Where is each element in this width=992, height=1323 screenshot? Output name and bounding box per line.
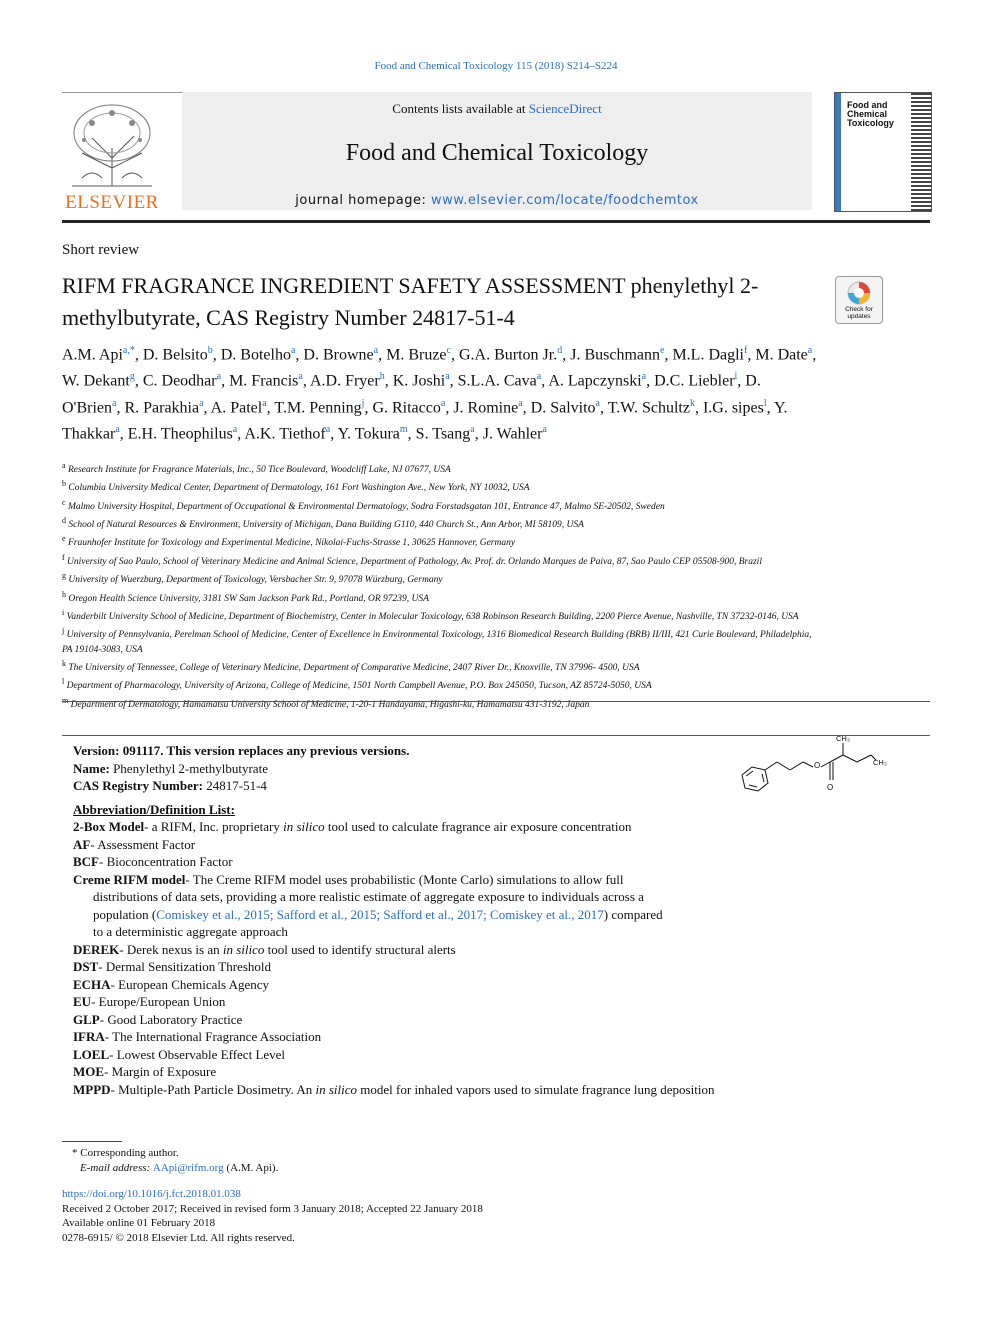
author-name[interactable]: E.H. Theophilus [127, 425, 233, 443]
abbreviation-item: MOE- Margin of Exposure [73, 1064, 217, 1079]
divider-affiliations [62, 701, 930, 702]
homepage-prefix: journal homepage: [295, 193, 431, 208]
article-body [73, 742, 813, 1098]
affiliation-text: Department of Dermatology, Hamamatsu University School of Medicine, 1-20-1 Handayama, Higashi-ku, Hamamatsu 431-3192, Japan [68, 699, 590, 710]
abbreviation-item: GLP- Good Laboratory Practice [73, 1011, 243, 1027]
affiliation-label: m [62, 695, 69, 705]
affiliation-label: a [62, 461, 66, 470]
affiliation-label: c [62, 497, 66, 507]
author-affiliation-marker[interactable]: a [518, 397, 523, 409]
author-affiliation-marker[interactable]: a [216, 371, 222, 383]
version-line [73, 742, 813, 760]
author-name[interactable]: D. Salvito [530, 398, 596, 416]
affiliation-item [62, 624, 822, 657]
footnote-rule [62, 1141, 122, 1142]
affiliation-label: l [62, 677, 65, 687]
abbreviation-item-creme: Creme RIFM model- The Creme RIFM model uses probabilistic (Monte Carlo) simulations to allow full [73, 871, 624, 887]
cas-value: 24817-51-4 [206, 778, 267, 793]
check-for-updates-badge[interactable] [835, 276, 883, 324]
author-name[interactable]: A.M. Api [62, 346, 123, 364]
author-affiliation-marker[interactable]: m [399, 423, 408, 435]
abbreviation-term: EU [73, 994, 92, 1009]
email-label: E-mail address: [80, 1162, 153, 1174]
affiliation-text: The University of Tennessee, College of Veterinary Medicine, Department of Comparative Medicine, 2407 River Dr., Knoxville, TN 37996- 4500, USA [66, 662, 640, 673]
author-affiliation-marker[interactable]: a [199, 397, 204, 409]
author-affiliation-marker[interactable]: a [373, 345, 379, 356]
affiliation-item [62, 569, 822, 587]
affiliation-text: Fraunhofer Institute for Toxicology and Experimental Medicine, Nikolai-Fuchs-Strasse 1, 30625 Hannover, Germany [65, 538, 516, 549]
abbreviation-item: BCF- Bioconcentration Factor [73, 854, 233, 869]
creme-continuation: distributions of data sets, providing a more realistic estimate of aggregate exposure to individuals across a [93, 889, 644, 904]
crossmark-label: Check for updates [845, 306, 873, 320]
abbreviation-item: EU- Europe/European Union [73, 994, 226, 1009]
author-name[interactable]: C. Deodhar [142, 372, 217, 390]
received-dates: Received 2 October 2017; Received in revised form 3 January 2018; Accepted 22 January 2018 [62, 1202, 483, 1215]
author-affiliation-marker[interactable]: a [595, 397, 600, 409]
author-name[interactable]: T.M. Penning [274, 398, 362, 416]
author-affiliation-marker[interactable]: g [129, 371, 135, 383]
affiliation-list [62, 459, 822, 712]
author-name[interactable]: J. Romine [453, 398, 519, 416]
author-name[interactable]: S. Tsang [415, 425, 471, 443]
doi-link[interactable]: https://doi.org/10.1016/j.fct.2018.01.038 [62, 1188, 241, 1200]
author-name[interactable]: M. Francis [229, 372, 299, 390]
author-affiliation-marker[interactable]: a [262, 397, 267, 409]
author-name[interactable]: S.L.A. Cava [457, 372, 537, 390]
affiliation-label: i [62, 607, 65, 617]
author-affiliation-marker[interactable]: a,* [122, 345, 135, 356]
author-affiliation-marker[interactable]: a [232, 423, 238, 435]
creme-continuation: population (Comiskey et al., 2015; Safford et al., 2015; Safford et al., 2017; Comiskey et al., 2017) compared [93, 906, 663, 922]
author-name[interactable]: A.K. Tiethof [244, 425, 326, 443]
molecule-ch3-right: CH₃ [873, 758, 887, 767]
contents-prefix: Contents lists available at [392, 101, 529, 116]
author-affiliation-marker[interactable]: a [470, 423, 475, 435]
journal-homepage [182, 193, 812, 208]
publication-info [62, 1187, 483, 1245]
affiliation-item [62, 694, 822, 712]
contents-line [182, 101, 812, 117]
affiliation-label: j [62, 626, 65, 636]
affiliation-label: g [62, 571, 66, 581]
molecule-ester-oxygen: O [814, 761, 821, 770]
author-affiliation-marker[interactable]: i [734, 371, 738, 383]
author-affiliation-marker[interactable]: e [660, 345, 665, 356]
abbreviation-term: BCF [73, 854, 99, 869]
author-name[interactable]: A. Lapczynski [548, 372, 642, 390]
author-name[interactable]: D. O'Brien [62, 372, 761, 416]
author-affiliation-marker[interactable]: a [445, 371, 450, 383]
author-name[interactable]: W. Dekant [62, 372, 130, 390]
abbreviation-term: DEREK [73, 941, 120, 957]
affiliation-text: Research Institute for Fragrance Materials, Inc., 50 Tice Boulevard, Woodcliff Lake, NJ 07677, USA [65, 465, 451, 476]
author-name[interactable]: M. Bruze [386, 346, 447, 364]
divider-body [62, 735, 930, 736]
affiliation-item [62, 606, 822, 624]
abbreviation-term: MPPD [73, 1081, 111, 1097]
elsevier-logo [62, 98, 162, 213]
affiliation-text: University of Pennsylvania, Perelman School of Medicine, Center of Excellence in Environmental Toxicology, 1316 Biomedical Research Building (BRB) II/III, 421 Curie Boulevard, Philadelphia, PA 19104-3083, USA [62, 630, 812, 655]
footnotes [62, 1146, 278, 1176]
molecule-carbonyl-oxygen: O [827, 783, 834, 792]
name-label: Name: [73, 760, 110, 776]
affiliation-text: Oregon Health Science University, 3181 SW Sam Jackson Park Rd., Portland, OR 97239, USA [66, 593, 429, 604]
email-link[interactable]: AApi@rifm.org [152, 1162, 224, 1174]
publisher-name: ELSEVIER [65, 192, 159, 213]
name-value: Phenylethyl 2-methylbutyrate [113, 760, 268, 776]
abbreviation-list [73, 818, 813, 1098]
affiliation-item [62, 551, 822, 569]
abbreviation-item: DST- Dermal Sensitization Threshold [73, 959, 271, 974]
affiliation-item [62, 477, 822, 495]
abbreviation-item: LOEL- Lowest Observable Effect Level [73, 1046, 286, 1062]
author-affiliation-marker[interactable]: a [536, 371, 542, 383]
abbreviation-term: AF [73, 836, 91, 852]
cas-line [73, 777, 813, 795]
affiliation-text: Department of Pharmacology, University of Arizona, College of Medicine, 1501 North Campbell Avenue, P.O. Box 245050, Tucson, AZ 85724-5050, USA [64, 681, 652, 692]
affiliation-label: f [62, 552, 65, 562]
affiliation-text: School of Natural Resources & Environment, University of Michigan, Dana Building G110, 440 Church St., Ann Arbor, MI 58109, USA [66, 520, 584, 531]
affiliation-label: b [62, 479, 66, 489]
author-name[interactable]: M. Date [755, 346, 808, 364]
author-affiliation-marker[interactable]: a [641, 371, 647, 383]
cover-stripe [835, 93, 841, 211]
author-affiliation-marker[interactable]: a [115, 423, 120, 435]
abbreviation-term: MOE [73, 1064, 105, 1079]
author-affiliation-marker[interactable]: c [446, 345, 451, 356]
author-list: A.M. Api$^{a,*}$, D. Belsito$^b$, D. Botelho$^a$, D. Browne$^a$, M. Bruze$^c$, G.A. Burton Jr.$^d$, J. Buschmann$^e$, M.L. Dagli$^f$, M. Date$^a$, W. Dekant$^g$, C. Deodhar$^a$, M. Francis$^a$, A.D. Fryer$^h$, K. Joshi$^a$, S.L.A. Cava$^a$, A. Lapczynski$^a$, D.C. Liebler$^i$, D. O'Brien$^a$, R. Parakhia$^a$, A. Patel$^a$, T.M. Penning$^j$, G. Ritacco$^a$, J. Romine$^a$, D. Salvito$^a$, T.W. Schultz$^k$, I.G. sipes$^l$, Y. Thakkar$^a$, E.H. Theophilus$^a$, A.K. Tiethof$^a$, Y. Tokura$^m$, S. Tsang$^a$, J. Wahler$^a$ [62, 345, 817, 443]
author-affiliation-marker[interactable]: d [557, 345, 563, 356]
molecule-ch3-top: CH₃ [836, 734, 850, 743]
journal-reference[interactable]: Food and Chemical Toxicology 115 (2018) S214–S224 [374, 60, 618, 72]
author-affiliation-marker[interactable]: a [111, 397, 117, 409]
author-name[interactable]: I.G. sipes [702, 398, 764, 416]
author-name[interactable]: G. Ritacco [372, 398, 441, 416]
affiliation-label: e [62, 534, 66, 544]
author-name[interactable]: Y. Tokura [337, 425, 400, 443]
author-affiliation-marker[interactable]: b [207, 345, 213, 356]
author-name[interactable]: K. Joshi [392, 372, 446, 390]
corresponding-author-note: * Corresponding author. [72, 1147, 179, 1159]
journal-cover-thumbnail[interactable] [834, 92, 932, 212]
abbreviation-term: IFRA [73, 1029, 105, 1044]
affiliation-item [62, 675, 822, 693]
author-name[interactable]: J. Buschmann [570, 346, 660, 364]
affiliation-label: d [62, 516, 66, 526]
abbreviation-heading: Abbreviation/Definition List: [73, 801, 235, 817]
abbreviation-item: 2-Box Model- a RIFM, Inc. proprietary in silico tool used to calculate fragrance air exposure concentration [73, 819, 632, 834]
affiliation-label: h [62, 589, 66, 599]
affiliation-item [62, 588, 822, 606]
abbreviation-term: DST [73, 959, 99, 974]
abbreviation-item: AF- Assessment Factor [73, 836, 196, 852]
abbreviation-term: 2-Box Model [73, 819, 145, 834]
affiliation-text: Vanderbilt University School of Medicine, Department of Biochemistry, Center in Molecular Toxicology, 638 Robinson Research Building, 2200 Pierce Avenue, Nashville, TN 37232-0146, USA [64, 612, 799, 623]
author-affiliation-marker[interactable]: a [440, 397, 446, 409]
affiliation-label: k [62, 658, 66, 668]
journal-title: Food and Chemical Toxicology [345, 140, 649, 166]
affiliation-item [62, 459, 822, 477]
affiliation-text: University of Sao Paulo, School of Veterinary Medicine and Animal Science, Department of Pathology, Av. Prof. dr. Orlando Marques de Paiva, 87, Sao Paulo CEP 05508-900, Brazil [64, 556, 762, 567]
author-name[interactable]: D.C. Liebler [654, 372, 735, 390]
abbreviation-term: LOEL [73, 1046, 110, 1062]
email-line [62, 1161, 278, 1176]
author-affiliation-marker[interactable]: f [744, 345, 748, 356]
author-affiliation-marker[interactable]: a [325, 423, 331, 435]
abbreviation-item: MPPD- Multiple-Path Particle Dosimetry. An in silico model for inhaled vapors used to simulate fragrance lung deposition [73, 1081, 715, 1097]
author-affiliation-marker[interactable]: j [361, 397, 365, 409]
author-affiliation-marker[interactable]: l [763, 397, 767, 409]
cover-pattern [911, 93, 931, 211]
author-name[interactable]: T.W. Schultz [607, 398, 690, 416]
creme-references-link[interactable]: Comiskey et al., 2015; Safford et al., 2015; Safford et al., 2017; Comiskey et al., 2017 [156, 906, 604, 922]
affiliation-text: University of Wuerzburg, Department of Toxicology, Versbacher Str. 9, 97078 Würzburg, Germany [66, 575, 443, 586]
article-title: RIFM FRAGRANCE INGREDIENT SAFETY ASSESSMENT phenylethyl 2-methylbutyrate, CAS Registry Number 24817-51-4 [62, 273, 759, 330]
author-affiliation-marker[interactable]: a [290, 345, 296, 356]
abbreviation-term: ECHA [73, 976, 111, 992]
online-date: Available online 01 February 2018 [62, 1217, 216, 1229]
abbreviation-item: IFRA- The International Fragrance Association [73, 1029, 322, 1044]
abbreviation-item: DEREK- Derek nexus is an in silico tool used to identify structural alerts [73, 941, 456, 957]
article-type: Short review [62, 242, 140, 258]
author-name[interactable]: Y. Thakkar [62, 398, 788, 443]
version-text: Version: 091117. This version replaces any previous versions. [73, 743, 410, 758]
abbreviation-term: GLP [73, 1011, 100, 1027]
author-affiliation-marker[interactable]: h [379, 371, 385, 383]
email-suffix: (A.M. Api). [223, 1162, 279, 1174]
cover-title: Food and Chemical Toxicology [847, 100, 894, 128]
abbreviation-item: ECHA- European Chemicals Agency [73, 976, 270, 992]
author-name[interactable]: M.L. Dagli [672, 346, 744, 364]
author-affiliation-marker[interactable]: a [807, 345, 813, 356]
affiliation-item [62, 514, 822, 532]
author-affiliation-marker[interactable]: a [298, 371, 303, 383]
author-name[interactable]: R. Parakhia [124, 398, 200, 416]
affiliation-item [62, 532, 822, 550]
cas-label: CAS Registry Number: [73, 778, 203, 793]
author-name[interactable]: J. Wahler [482, 425, 543, 443]
affiliation-text: Columbia University Medical Center, Department of Dermatology, 161 Fort Washington Ave., New York, NY 10032, USA [66, 483, 530, 494]
author-affiliation-marker[interactable]: k [689, 397, 695, 409]
copyright: 0278-6915/ © 2018 Elsevier Ltd. All rights reserved. [62, 1231, 295, 1244]
author-name[interactable]: A. Patel [210, 398, 263, 416]
name-line [73, 760, 813, 778]
author-name[interactable]: D. Botelho [220, 346, 291, 364]
author-name[interactable]: G.A. Burton Jr. [458, 346, 558, 364]
affiliation-item [62, 496, 822, 514]
author-affiliation-marker[interactable]: a [542, 423, 547, 435]
affiliation-text: Malmo University Hospital, Department of Occupational & Environmental Dermatology, Sodra Forstadsgatan 101, Entrance 47, Malmo SE-20502, Sweden [65, 501, 665, 512]
sciencedirect-link[interactable]: ScienceDirect [528, 101, 602, 116]
homepage-link[interactable]: www.elsevier.com/locate/foodchemtox [430, 193, 699, 208]
creme-continuation: to a deterministic aggregate approach [93, 924, 288, 939]
author-name[interactable]: A.D. Fryer [309, 372, 380, 390]
header-main-rule [62, 220, 930, 223]
author-name[interactable]: D. Browne [303, 346, 374, 364]
author-name[interactable]: D. Belsito [142, 346, 208, 364]
affiliation-item [62, 657, 822, 675]
